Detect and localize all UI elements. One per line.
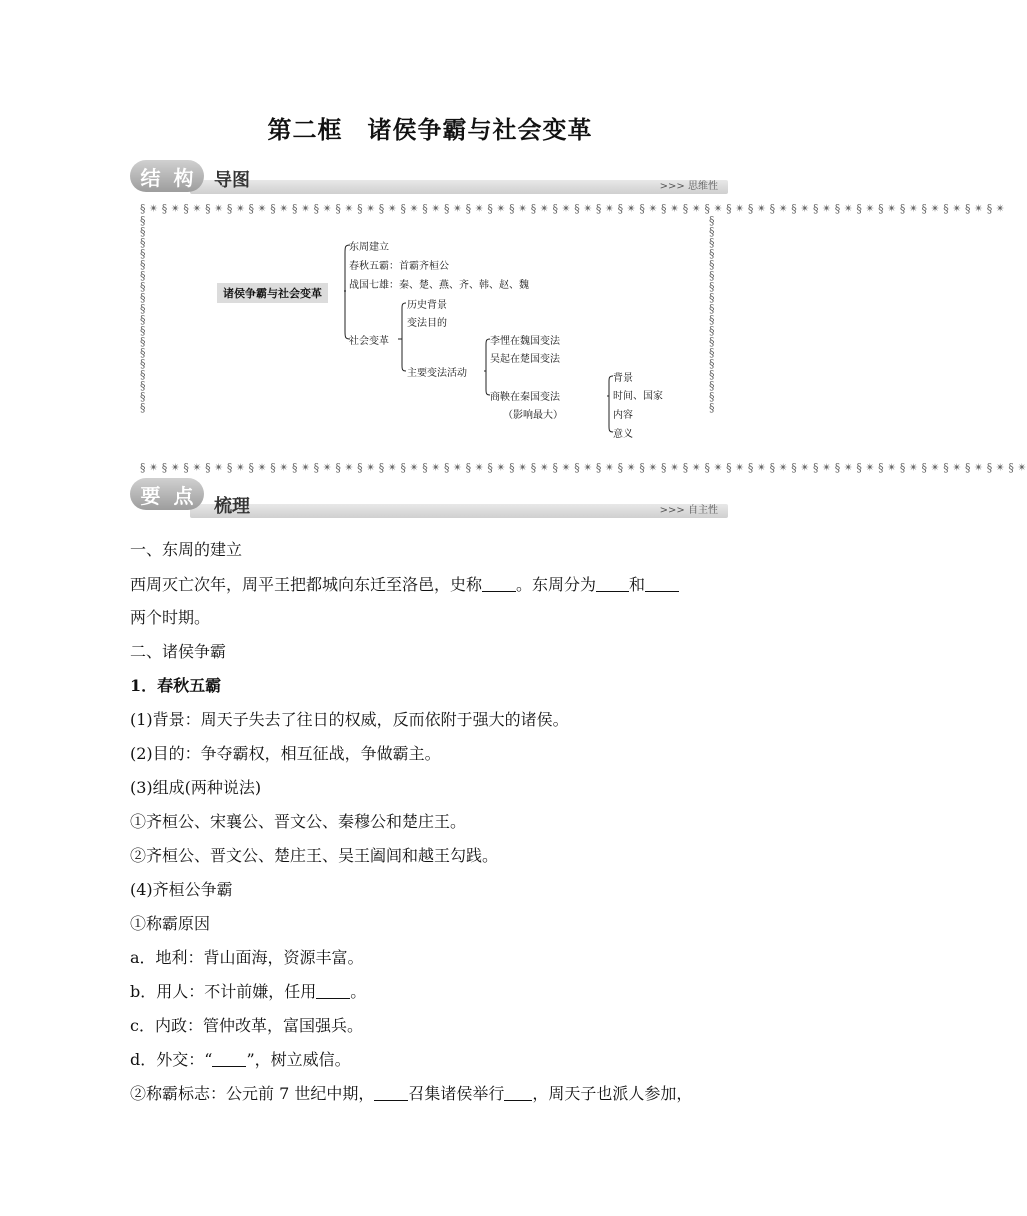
map-node: 社会变革 xyxy=(349,336,389,347)
fill-blank xyxy=(504,1084,532,1101)
paragraph-line: ①齐桓公、宋襄公、晋文公、秦穆公和楚庄王。 xyxy=(130,812,467,831)
banner-pill-char: 构 xyxy=(173,165,194,190)
paragraph-line: ①称霸原因 xyxy=(130,914,211,933)
map-root: 诸侯争霸与社会变革 xyxy=(217,283,328,303)
banner-bar xyxy=(190,180,728,194)
map-node: 主要变法活动 xyxy=(407,368,467,379)
paragraph-line xyxy=(130,1050,351,1070)
text: 和 xyxy=(629,575,646,594)
text: 召集诸侯举行 xyxy=(408,1084,505,1103)
banner-pill xyxy=(130,160,204,192)
section-heading: 一、东周的建立 xyxy=(130,540,243,559)
map-node: （影响最大） xyxy=(503,410,563,421)
banner-pill xyxy=(130,478,204,510)
paragraph-line xyxy=(130,982,366,1002)
fill-blank xyxy=(316,982,350,999)
subsection-heading: 1．春秋五霸 xyxy=(130,676,222,695)
paragraph-line: (3)组成(两种说法) xyxy=(130,778,262,797)
map-node: 变法目的 xyxy=(407,318,447,329)
map-node: 内容 xyxy=(613,410,633,421)
map-node: 背景 xyxy=(613,373,633,384)
map-node: 商鞅在秦国变法 xyxy=(490,392,560,403)
frame-border-top: § ✴ § ✴ § ✴ § ✴ § ✴ § ✴ § ✴ § ✴ § ✴ § ✴ § ✴ § ✴ § ✴ § ✴ § ✴ § ✴ § ✴ § ✴ § ✴ § ✴ § ✴ § ✴ § ✴ § ✴ § ✴ § ✴ § ✴ § ✴ § ✴ § ✴ § ✴ § ✴ § ✴ § ✴ § ✴ § ✴ § ✴ § ✴ § ✴ § ✴ xyxy=(140,202,1005,215)
paragraph-line: (1)背景：周天子失去了往日的权威，反而依附于强大的诸侯。 xyxy=(130,710,569,729)
frame-border-right: § § § § § § § § § § § § § § § § § § xyxy=(709,214,715,414)
text: ”，树立威信。 xyxy=(246,1050,351,1069)
banner-pill-char: 结 xyxy=(140,165,161,190)
page-title: 第二框 诸侯争霸与社会变革 xyxy=(267,116,593,144)
map-node: 历史背景 xyxy=(407,300,447,311)
fill-blank xyxy=(645,575,679,592)
map-node: 东周建立 xyxy=(349,242,389,253)
frame-border-left: § § § § § § § § § § § § § § § § § § xyxy=(140,214,146,414)
fill-blank xyxy=(596,575,629,592)
concept-map xyxy=(140,202,1027,474)
banner-tag: >>> 思维性 xyxy=(659,181,718,192)
paragraph-line xyxy=(130,575,679,595)
paragraph-line: (4)齐桓公争霸 xyxy=(130,880,233,899)
banner-pill-char: 点 xyxy=(173,483,194,508)
text: 。 xyxy=(350,982,367,1001)
frame-border-bottom: § ✴ § ✴ § ✴ § ✴ § ✴ § ✴ § ✴ § ✴ § ✴ § ✴ § ✴ § ✴ § ✴ § ✴ § ✴ § ✴ § ✴ § ✴ § ✴ § ✴ § ✴ § ✴ § ✴ § ✴ § ✴ § ✴ § ✴ § ✴ § ✴ § ✴ § ✴ § ✴ § ✴ § ✴ § ✴ § ✴ § ✴ § ✴ § ✴ § ✴ § ✴ xyxy=(140,461,1027,474)
structure-map-banner xyxy=(130,160,728,202)
map-connectors xyxy=(140,202,1027,474)
paragraph-line: a．地利：背山面海，资源丰富。 xyxy=(130,948,364,967)
banner-subtitle: 导图 xyxy=(214,170,250,191)
banner-subtitle: 梳理 xyxy=(214,496,250,517)
paragraph-line: c．内政：管仲改革，富国强兵。 xyxy=(130,1016,363,1035)
paragraph-line: (2)目的：争夺霸权，相互征战，争做霸主。 xyxy=(130,744,441,763)
text: 西周灭亡次年，周平王把都城向东迁至洛邑，史称 xyxy=(130,575,483,594)
key-points-banner xyxy=(130,478,728,520)
paragraph-line xyxy=(130,1084,692,1104)
text: b．用人：不计前嫌，任用 xyxy=(130,982,317,1001)
map-node: 意义 xyxy=(613,429,633,440)
paragraph-line: 两个时期。 xyxy=(130,608,211,627)
text: 。东周分为 xyxy=(516,575,597,594)
paragraph-line: ②齐桓公、晋文公、楚庄王、吴王阖闾和越王勾践。 xyxy=(130,846,499,865)
section-heading: 二、诸侯争霸 xyxy=(130,642,227,661)
banner-bar xyxy=(190,504,728,518)
banner-tag: >>> 自主性 xyxy=(659,505,718,516)
fill-blank xyxy=(212,1050,246,1067)
map-node: 战国七雄：秦、楚、燕、齐、韩、赵、魏 xyxy=(349,280,529,291)
map-node: 时间、国家 xyxy=(613,391,663,402)
map-node: 春秋五霸：首霸齐桓公 xyxy=(349,261,449,272)
fill-blank xyxy=(374,1084,408,1101)
text: ②称霸标志：公元前 7 世纪中期， xyxy=(130,1084,375,1103)
text: ，周天子也派人参加， xyxy=(532,1084,693,1103)
text: d．外交：“ xyxy=(130,1050,213,1069)
map-node: 李悝在魏国变法 xyxy=(490,336,560,347)
map-node: 吴起在楚国变法 xyxy=(490,354,560,365)
fill-blank xyxy=(482,575,516,592)
banner-pill-char: 要 xyxy=(140,483,161,508)
